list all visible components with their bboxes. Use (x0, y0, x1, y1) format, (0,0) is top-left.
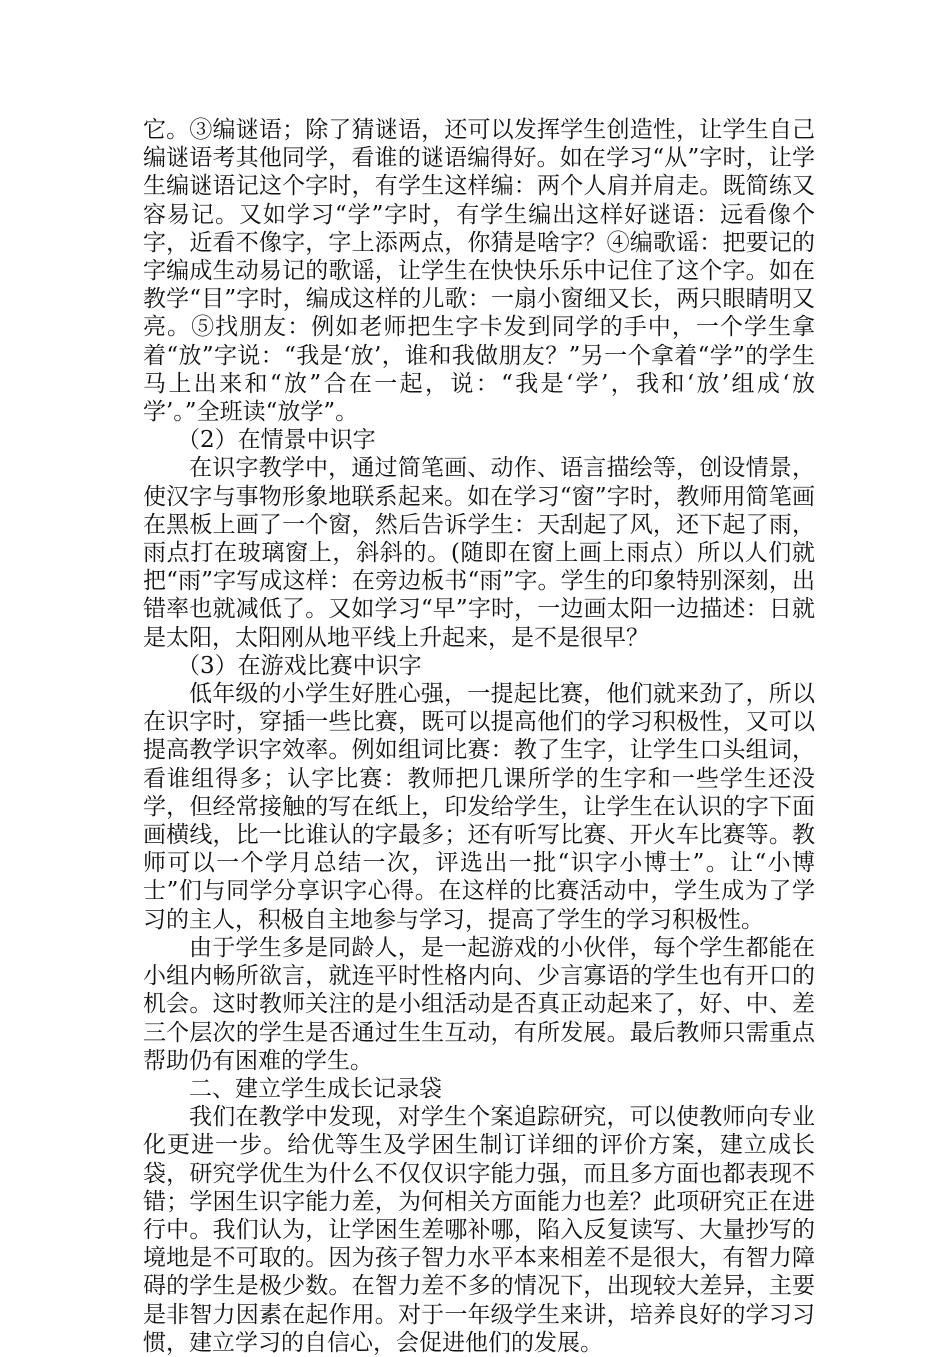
subheading-scene-literacy: （2）在情景中识字 (177, 427, 376, 454)
paragraph-scene-literacy: 在识字教学中，通过简笔画、动作、语言描绘等，创设情景，使汉字与事物形象地联系起来。如在学习“窗”字时，教师用简笔画在黑板上画了一个窗，然后告诉学生：天刮起了风，还下起了雨，雨点打在玻璃窗上，斜斜的。(随即在窗上画上雨点）所以人们就把“雨”字写成这样：在旁边板书“雨”字。学生的印象特别深刻，出错率也就减低了。又如学习“早”字时，一边画太阳一边描述：日就是太阳，太阳刚从地平线上升起来，是不是很早？ (143, 455, 815, 651)
paragraph-peer-group: 由于学生多是同龄人，是一起游戏的小伙伴，每个学生都能在小组内畅所欲言，就连平时性格内向、少言寡语的学生也有开口的机会。这时教师关注的是小组活动是否真正动起来了，好、中、差三个层次的学生是否通过生生互动，有所发展。最后教师只需重点帮助仍有困难的学生。 (143, 934, 815, 1074)
section-heading-growth-record: 二、建立学生成长记录袋 (189, 1075, 442, 1102)
subheading-game-literacy: （3）在游戏比赛中识字 (177, 652, 422, 679)
paragraph-growth-record: 我们在教学中发现，对学生个案追踪研究，可以使教师向专业化更进一步。给优等生及学困生制订详细的评价方案，建立成长袋，研究学优生为什么不仅仅识字能力强，而且多方面也都表现不错；学困生识字能力差，为何相关方面能力也差？此项研究正在进行中。我们认为，让学困生差哪补哪，陷入反复读写、大量抄写的境地是不可取的。因为孩子智力水平本来相差不是很大，有智力障碍的学生是极少数。在智力差不多的情况下，出现较大差异，主要是非智力因素在起作用。对于一年级学生来讲，培养良好的学习习惯，建立学习的自信心，会促进他们的发展。 (143, 1104, 815, 1356)
paragraph-game-competition: 低年级的小学生好胜心强，一提起比赛，他们就来劲了，所以在识字时，穿插一些比赛，既可以提高他们的学习积极性，又可以提高教学识字效率。例如组词比赛：教了生字，让学生口头组词，看谁组得多；认字比赛：教师把几课所学的生字和一些学生还没学，但经常接触的写在纸上，印发给学生，让学生在认识的字下面画横线，比一比谁认的字最多；还有听写比赛、开火车比赛等。教师可以一个学月总结一次，评选出一批“识字小博士”。让“小博士”们与同学分享识字心得。在这样的比赛活动中，学生成为了学习的主人，积极自主地参与学习，提高了学生的学习积极性。 (143, 681, 815, 933)
document-page (143, 116, 815, 1357)
paragraph-riddle-song-friends: 它。③编谜语；除了猜谜语，还可以发挥学生创造性，让学生自己编谜语考其他同学，看谁的谜语编得好。如在学习“从”字时，让学生编谜语记这个字时，有学生这样编：两个人肩并肩走。既简练又容易记。又如学习“学”字时，有学生编出这样好谜语：远看像个字，近看不像字，字上添两点，你猜是啥字？④编歌谣：把要记的字编成生动易记的歌谣，让学生在快快乐乐中记住了这个字。如在教学“目”字时，编成这样的儿歌：一扇小窗细又长，两只眼睛明又亮。⑤找朋友：例如老师把生字卡发到同学的手中，一个学生拿着“放”字说：“我是‘放’，谁和我做朋友？”另一个拿着“学”的学生马上出来和“放”合在一起，说：“我是‘学’，我和‘放’组成‘放学’。”全班读“放学”。 (143, 117, 815, 426)
